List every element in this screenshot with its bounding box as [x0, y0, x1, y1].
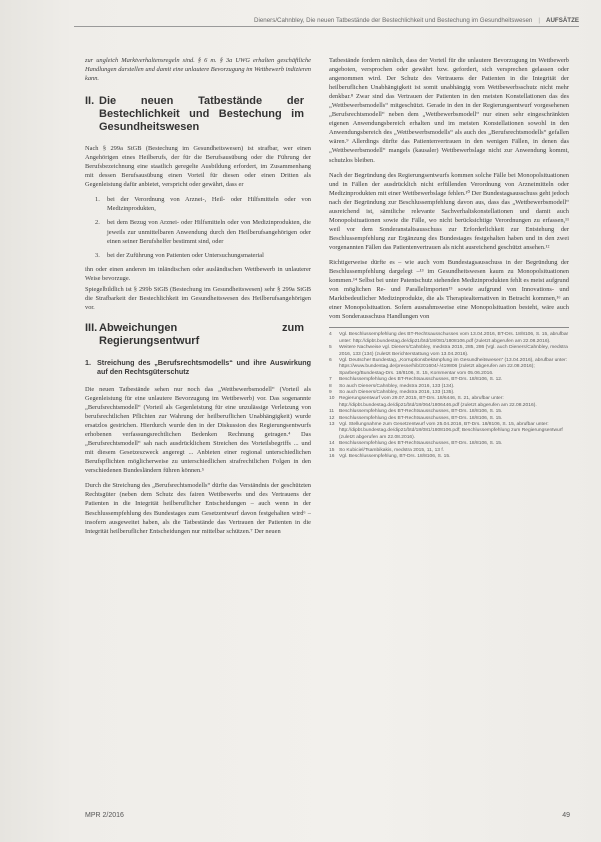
- subsection-title: Streichung des „Berufsrechtsmodells“ und ihre Auswirkung auf den Rechtsgüterschutz: [97, 357, 311, 377]
- running-header: [74, 14, 579, 27]
- list-item: [85, 251, 311, 260]
- footnote-number: 8: [329, 383, 332, 389]
- list-text: bei dem Bezug von Arznei- oder Hilfsmitteln oder von Medizinprodukten, die jeweils zur unmittelbaren Anwendung durch den Heilberufsangehörigen oder einen seiner Berufshelfer bestimmt sind, oder: [107, 219, 311, 245]
- section-heading-ii: [85, 95, 311, 134]
- paragraph: Nach § 299a StGB (Bestechung im Gesundheitswesen) ist strafbar, wer einen Angehörigen eines Heilberufs, der für die Berufsausübung oder die Führung der Berufsbezeichnung eine staatlich geregelte Ausbildung erfordert, im Zusammenhang mit dessen Berufsausübung einen Vorteil für diesen oder einen Dritten als Gegenleistung dafür anbietet, verspricht oder gewährt, dass er: [85, 145, 311, 189]
- list-number: 1.: [95, 196, 100, 204]
- footnote-text: Beschlussempfehlung des BT-Rechtsausschusses, BT-Drs. 18/8106, S. 15.: [339, 415, 503, 421]
- footnote-text: Weitere Nachweise vgl. Dieners/Cahnbley, medstra 2015, 285, 286 (Vgl. auch Dieners/Cahnbley, medstra 2016, 133 (134) (zuletzt Berichterstattung vom 13.04.2016).: [339, 345, 568, 357]
- section-title: Abweichungen zum Regierungsentwurf: [99, 321, 304, 347]
- section-number: III.: [85, 321, 98, 334]
- footnote-text: Vgl. Beschlussempfehlung des BT-Rechtsausschusses vom 13.04.2016, BT-Drs. 18/8106, S. 15, abrufbar unter: http://dipbt.bundestag.de/dip21/btd/18/081/1808106.pdf (zuletzt abgerufen am 22.08.2016).: [339, 332, 569, 344]
- header-authors-title: Dieners/Cahnbley, Die neuen Tatbestände der Bestechlichkeit und Bestechung im Gesundheitswesen: [254, 16, 533, 24]
- subsection-number: 1.: [85, 357, 91, 367]
- footnote-text: Vgl. Beschlussempfehlung, BT-Drs. 18/8106, S. 15.: [339, 454, 451, 460]
- footnote-text: Beschlussempfehlung des BT-Rechtsausschusses, BT-Drs. 18/8106, S. 12.: [339, 377, 503, 383]
- paragraph: Nach der Begründung des Regierungsentwurfs kommen solche Fälle bei Monopolsituationen und in Fällen der ausdrücklich nicht erfüllenden Verordnung von Arzneimitteln oder Medizinprodukten mit einer Wettbewerbslage fehlen.¹⁰ Der Bundestagsausschuss geht jedoch nach der Begründung zur Beschlussempfehlung davon aus, dass das „Wettbewerbsmodell“ ausreichend ist, sämtliche relevante Sachverhaltskonstellationen und damit auch Monopolsituationen sowie die Fälle, wo nicht berücksichtige Verordnungen zu erfassen,¹¹ weil vor dem Sonderanstaltsausschuss zur Erforderlichkeit zur Entstehung der Beschlussempfehlung zur Ergänzung des Bundestages festgehalten haben und in den zwei vorgenannten Fällen das Patientenvertrauen als nicht ausreichend geschützt ansehen.¹²: [329, 171, 569, 251]
- footnote-number: 9: [329, 389, 332, 395]
- paragraph: Spiegelbildlich ist § 299b StGB (Bestechung im Gesundheitswesen) sehr § 299a StGB die Strafbarkeit der Bestechlichkeit im Gesundheitswesen des Heilberufsangehörigen vor.: [85, 285, 311, 311]
- paragraph: Tatbestände fordern nämlich, dass der Vorteil für die unlautere Bevorzugung im Wettbewerb angeboten, versprochen oder gewährt bzw. gefordert, sich versprechen gelassen oder angenommen wird. Der Schutz des Vertrauens der Patienten in die Integrität der heilberuflichen Unabhängigkeit ist somit unabhängig vom Wettbewerbsschutz nicht mehr denkbar.⁸ Zwar sind das Vertrauen der Patienten in den meisten Konstellationen das des „Wettbewerbsmodells“ mitgeschützt. Gerade in den in der Regierungsentwurf vorgesehenen „Berufsrechtsmodell“ neben dem „Wettbewerbsmodell“ nur einen sehr eingeschränkten eigenen Anwendungsbereich erhalten und im meisten Konstellationen sowohl in den Anwendungsbereich des „Wettbewerbsmodells“ als auch des „Berufsrechtsmodells“ gefallen wären.⁹ Allerdings dürfte das Patientenvertrauen in den wenigen Fällen, in denen das „Wettbewerbsmodell“ mangels (kausaler) Wettbewerbslage nicht zur Anwendung kommt, schutzlos bleiben.: [329, 57, 569, 164]
- intro-paragraph: zur ungleich Marktverhaltensregeln sind. § 6 m. § 3a UWG erhalten geschäftliche Handlungen darstellen und damit eine unlautere Bevorzugung im Wettbewerb indizieren kann.: [85, 57, 311, 83]
- paragraph: Die neuen Tatbestände sehen nur noch das „Wettbewerbsmodell“ (Vorteil als Gegenleistung für eine unlautere Bevorzugung im Wettbewerb) vor. Das sogenannte „Berufsrechtsmodell“ (Vorteil als Gegenleistung für eine unzulässige Verletzung von berufsrechtlichen Pflichten zur Wahrung der heilberuflichen Unabhängigkeit) wurde ersatzlos gestrichen. Hierdurch wurde den in der Diskussion des Regierungsentwurfs erhobenen verfassungsrechtlichen Bedenken Rechnung getragen.⁴ Das „Berufsrechtsmodell“ sah nach ausdrücklichem Streichen des Vorteilsbegriffs ... und mit diesem Gesetzeszweck angeregt ... Anbieten einer regional unterschiedlichen Berufspflichten möglicherweise zu unterschiedlichen strafrechtlichen Folgen in den verschiedenen Bundesländern führen können.⁵: [85, 385, 311, 475]
- footnote: [329, 358, 569, 377]
- footnote: [329, 422, 569, 441]
- footnote-number: 13: [329, 422, 335, 427]
- footnote-number: 5: [329, 345, 332, 351]
- header-separator: |: [538, 16, 540, 24]
- journal-issue: MPR 2/2016: [85, 812, 124, 819]
- page-number: 49: [562, 812, 570, 819]
- subsection-heading: [85, 358, 311, 377]
- footnote-text: So Kubiciel/Tsambikakis, medstra 2015, 11, 13 f.: [339, 447, 445, 453]
- list-number: 3.: [95, 251, 100, 259]
- list-text: bei der Verordnung von Arznei-, Heil- oder Hilfsmitteln oder von Medizinprodukten,: [107, 196, 311, 213]
- footnote: [329, 454, 569, 460]
- list-number: 2.: [95, 219, 100, 227]
- list-item: [85, 218, 311, 245]
- paragraph: ihn oder einen anderen im inländischen oder ausländischen Wettbewerb in unlauterer Weise bevorzuge.: [85, 265, 311, 282]
- footnote-number: 11: [329, 409, 335, 415]
- section-heading-iii: [85, 322, 311, 348]
- section-title: Die neuen Tatbestände der Bestechlichkeit und Bestechung im Gesundheitswesen: [99, 95, 304, 134]
- footnote-number: 14: [329, 441, 335, 447]
- footnote-number: 6: [329, 357, 332, 363]
- footnote-number: 12: [329, 415, 335, 421]
- right-column: [329, 56, 569, 460]
- footnote-number: 7: [329, 377, 332, 383]
- page-footer: [85, 812, 570, 819]
- footnote-number: 16: [329, 454, 335, 460]
- footnote-text: Vgl. Deutscher Bundestag, „Korruptionsbekämpfung im Gesundheitswesen“ (13.04.2016), abrufbar unter: https://www.bundestag.de/presse/hib/201604/-/419806 (zuletzt abgerufen am 22.08.2016); Sparberg/Bundestag-Drs. 18/8106, S. 15, Kommentar vom 05.06.2016.: [339, 357, 568, 376]
- header-section: AUFSÄTZE: [546, 16, 579, 24]
- list-item: [85, 195, 311, 213]
- footnote-number: 10: [329, 396, 335, 402]
- footnote-text: So auch Dieners/Cahnbley, medstra 2016, 133 (135).: [339, 389, 455, 395]
- section-number: II.: [85, 95, 95, 108]
- footnote-text: Vgl. Stellungnahme zum Gesetzentwurf vom 25.04.2016, BT-Drs. 18/8106, S. 15, abrufbar unter: http://dipbt.bundestag.de/dip21/btd/18/081/1808106.pdf; Beschlussempfehlung zum Regierungsentwurf (zuletzt abgerufen am 22.08.2016).: [339, 422, 563, 440]
- paragraph: Durch die Streichung des „Berufsrechtsmodells“ dürfte das Verständnis der geschützten Rechtsgüter (neben dem Schutz des fairen Wettbewerbs und des Vertrauens der Patienten in die Integrität heilberuflicher Entscheidungen – auch wenn in der Beschlussempfehlung des Bundestages zum Gesetzentwurf davon festgehalten wird⁶ – insofern ausgeweitet haben, als die Tatbestände das Vertrauen der Patienten in die Integrität heilberuflicher Entscheidungen nur mittelbar schützen.⁷ Der neuen: [85, 482, 311, 535]
- footnote-number: 4: [329, 332, 332, 338]
- footnote: [329, 345, 569, 358]
- left-column: [85, 56, 311, 542]
- footnote: [329, 332, 569, 345]
- paragraph: Richtigerweise dürfte es – wie auch vom Bundestagsausschuss in der Begründung der Beschlussempfehlung dargelegt –¹³ im Gesundheitswesen kaum zu Monopolsituationen kommen.¹⁴ Selbst bei unter Patentschutz stehenden Medizinprodukten fehlt es meist aufgrund von möglichen Re- und Parallelimporten¹⁵ sowie aufgrund von Innovations- und Marktbedeutlicher Medizinprodukte, die als Therapiealternativen in Betracht kommen,¹⁶ an einer Monopolsituation. Sofern ausnahmsweise eine Monopolsituation besteht, wäre auch vom Sonderausschuss Handlungen von: [329, 258, 569, 321]
- footnote: [329, 396, 569, 409]
- list-text: bei der Zuführung von Patienten oder Untersuchungsmaterial: [107, 251, 264, 259]
- footnote-number: 15: [329, 447, 335, 453]
- footnote-text: So auch Dieners/Cahnbley, medstra 2016, 133 (134).: [339, 383, 455, 389]
- footnote-text: Beschlussempfehlung des BT-Rechtsausschusses, BT-Drs. 18/8106, S. 15.: [339, 441, 503, 447]
- footnote-text: Beschlussempfehlung des BT-Rechtsausschusses, BT-Drs. 18/8106, S. 15.: [339, 409, 503, 415]
- footnotes: [329, 327, 569, 460]
- footnote-text: Regierungsentwurf vom 29.07.2015, BT-Drs. 18/6446, S. 21, abrufbar unter: http://dipbt.bundestag.de/dip21/btd/18/064/1806446.pdf (zuletzt abgerufen am 22.08.2016).: [339, 396, 537, 408]
